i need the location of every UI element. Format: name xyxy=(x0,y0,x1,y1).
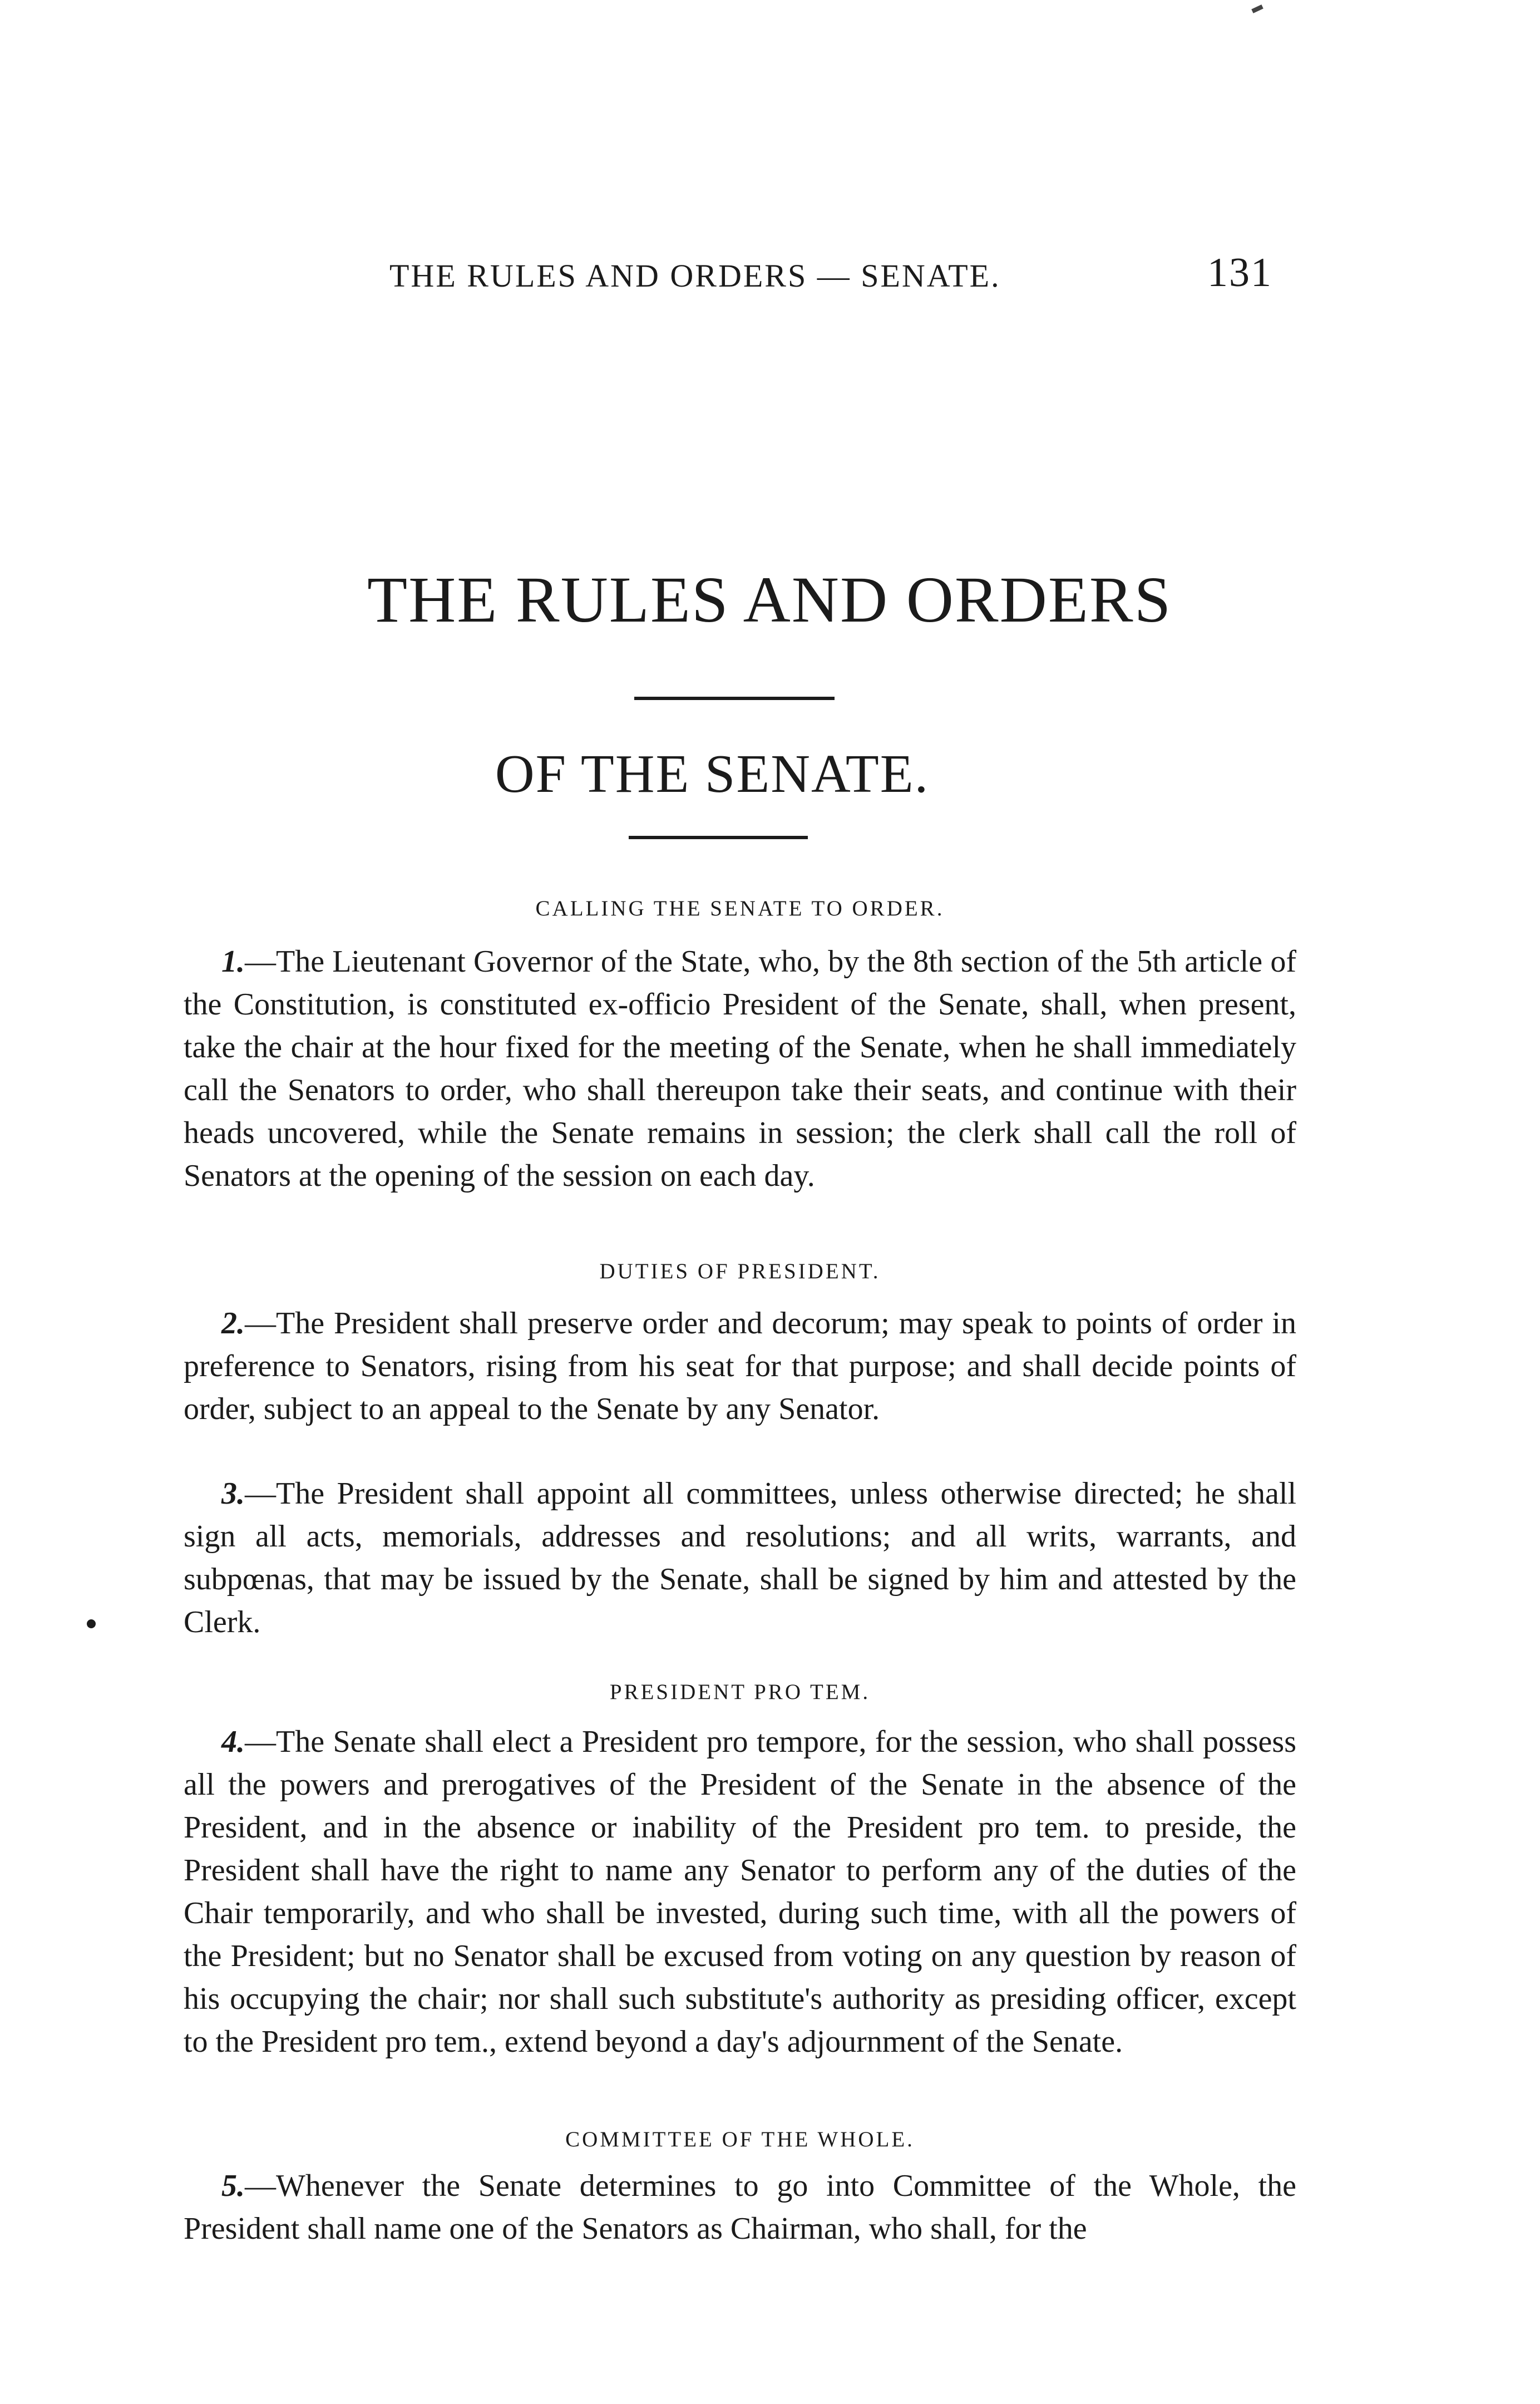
rule-number: 5. xyxy=(221,2169,245,2203)
rule-text: —Whenever the Senate determines to go into Committee of the Whole, the President shall name one of the Senators as Chairman, who shall, for the xyxy=(184,2169,1296,2246)
rule-text: —The Senate shall elect a President pro tempore, for the session, who shall possess all the powers and prerogatives of the President of the Senate in the absence of the President, and in the absence or inability of the President pro tem. to preside, the President shall have the right to name any Senator to perform any of the duties of the Chair temporarily, and who shall be invested, during such time, with all the powers of the President; but no Senator shall be excused from voting on any question by reason of his occupying the chair; nor shall such substitute's authority as presiding officer, except to the President pro tem., extend beyond a day's adjournment of the Senate. xyxy=(184,1725,1296,2059)
scan-mark xyxy=(1251,4,1263,13)
section-heading-calling-to-order: CALLING THE SENATE TO ORDER. xyxy=(535,896,945,920)
section-heading-president-pro-tem: PRESIDENT PRO TEM. xyxy=(609,1680,871,1704)
rule-paragraph-4 xyxy=(184,1721,1296,2063)
rule-text: —The Lieutenant Governor of the State, who, by the 8th section of the 5th article of the Constitution, is constituted ex-officio President of the Senate, shall, when present, take the chair at the hour fixed for the meeting of the Senate, when he shall immediately call the Senators to order, who shall thereupon take their seats, and continue with their heads uncovered, while the Senate remains in session; the clerk shall call the roll of Senators at the opening of the session on each day. xyxy=(184,944,1296,1193)
rule-text: —The President shall appoint all committees, unless otherwise directed; he shall sign all acts, memorials, addresses and resolutions; and all writs, warrants, and subpœnas, that may be issued by the Senate, shall be signed by him and attested by the Clerk. xyxy=(184,1476,1296,1639)
section-heading-committee-of-the-whole: COMMITTEE OF THE WHOLE. xyxy=(565,2127,915,2151)
title-rule-bottom xyxy=(629,836,808,839)
rule-text: —The President shall preserve order and decorum; may speak to points of order in preference to Senators, rising from his seat for that purpose; and shall decide points of order, subject to an appeal to the Senate by any Senator. xyxy=(184,1306,1296,1426)
rule-number: 4. xyxy=(221,1725,245,1759)
rule-number: 2. xyxy=(221,1306,245,1341)
rule-paragraph-3 xyxy=(184,1472,1296,1644)
main-title: THE RULES AND ORDERS xyxy=(367,563,1172,636)
running-head: THE RULES AND ORDERS — SENATE. xyxy=(389,258,1001,294)
rule-number: 3. xyxy=(221,1476,245,1511)
section-heading-duties-of-president: DUTIES OF PRESIDENT. xyxy=(599,1259,881,1283)
rule-paragraph-1 xyxy=(184,940,1296,1198)
rule-paragraph-2 xyxy=(184,1302,1296,1431)
margin-dot xyxy=(87,1619,96,1628)
rule-number: 1. xyxy=(221,944,245,979)
title-rule-top xyxy=(634,697,835,700)
page-number: 131 xyxy=(1207,250,1272,295)
sub-title: OF THE SENATE. xyxy=(495,744,930,804)
rule-paragraph-5 xyxy=(184,2165,1296,2250)
